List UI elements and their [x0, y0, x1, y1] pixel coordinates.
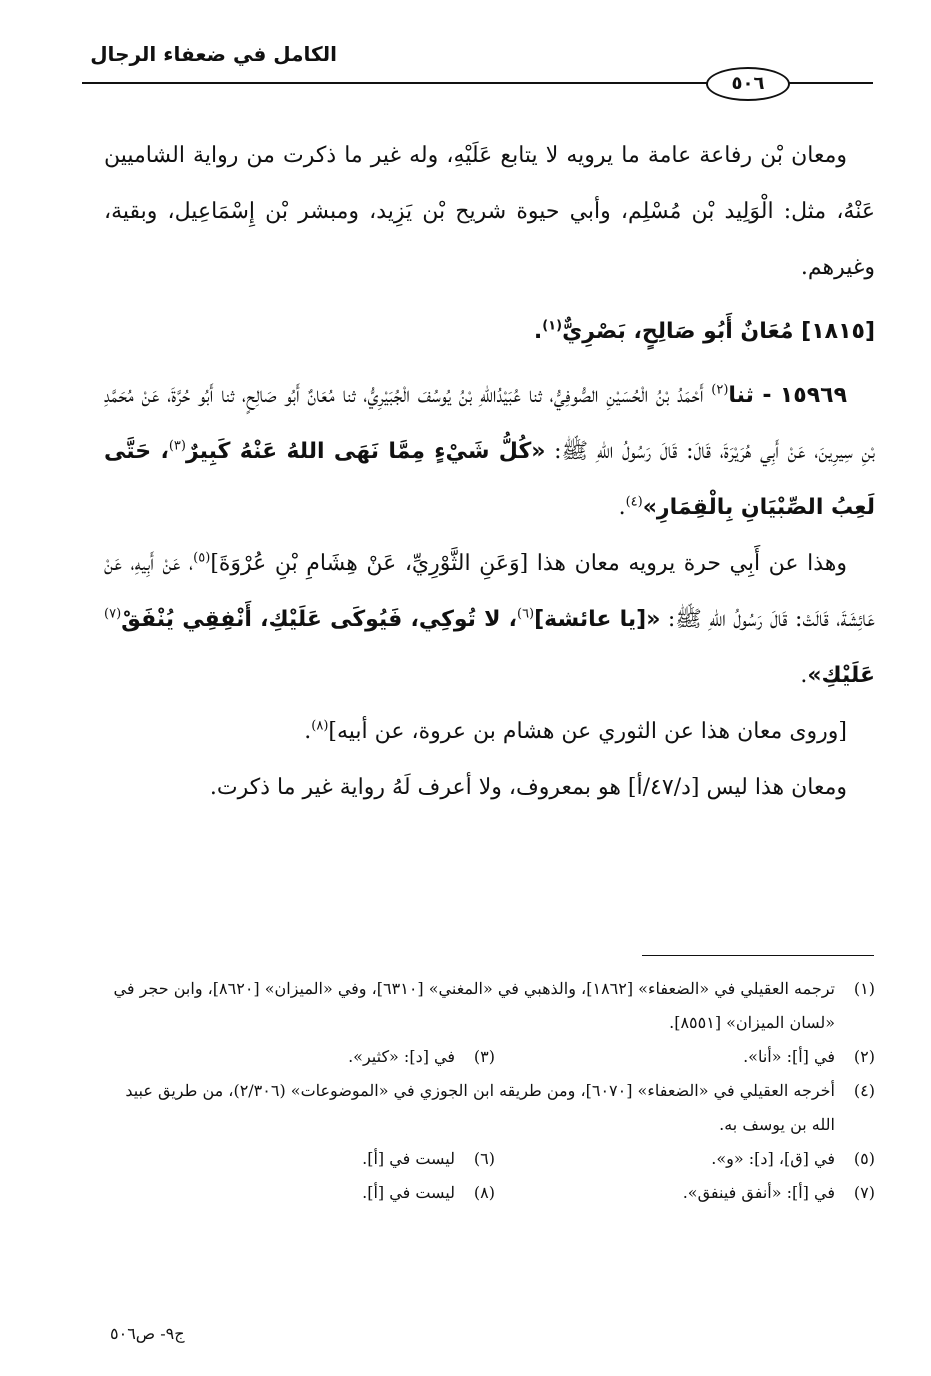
footnote-ref-3: (٣): [168, 438, 186, 454]
hadith-matn-cont: ، حَتَّى لَعِبُ الصِّبْيَانِ بِالْقِمَارِ»: [104, 439, 875, 520]
footnote-text: في [د]: «كثير».: [348, 1047, 455, 1066]
footnote-number: (٤): [853, 1081, 875, 1100]
page-number-badge: ٥٠٦: [706, 67, 790, 101]
footnote-text: في [أ]: «أنفق فينفق».: [682, 1183, 835, 1202]
footnote-pair-5-6: [104, 1142, 875, 1176]
footnote-text: في [أ]: «أنا».: [743, 1047, 835, 1066]
footnote-pair-7-8: [104, 1176, 875, 1210]
entry-heading-text: [١٨١٥] مُعَانٌ أَبُو صَالِحٍ، بَصْرِيٌّ: [562, 319, 875, 344]
footnote-rule: [642, 955, 874, 956]
footnote-text: أخرجه العقيلي في «الضعفاء» [٦٠٧٠]، ومن طريقه ابن الجوزي في «الموضوعات» (٢/٣٠٦)، من طريق عبيد الله بن يوسف به.: [125, 1081, 835, 1134]
entry-heading-end: .: [533, 319, 543, 344]
footnote-text: ليست في [أ].: [362, 1183, 455, 1202]
footnote-number: (٦): [473, 1149, 495, 1168]
footnote-ref-8: (٨): [311, 718, 329, 734]
paragraph-aisha: [104, 536, 875, 704]
footnote-5: [495, 1142, 875, 1176]
footnote-pair-2-3: [104, 1040, 875, 1074]
paragraph-thawri-end: .: [304, 719, 312, 744]
main-text: [104, 128, 875, 816]
aisha-end: .: [800, 663, 808, 688]
footnote-text: ترجمه العقيلي في «الضعفاء» [١٨٦٢]، والذهبي في «المغني» [٦٣١٠]، وفي «الميزان» [٨٦٢٠]، وابن حجر في «لسان الميزان» [٨٥٥١].: [113, 979, 835, 1032]
entry-heading: [104, 304, 875, 360]
volume-page-reference: ج٩- ص٥٠٦: [110, 1324, 185, 1343]
footnote-7: [495, 1176, 875, 1210]
paragraph-intro: ومعان بْن رفاعة عامة ما يرويه لا يتابع عَلَيْهِ، وله غير ما ذكرت من رواية الشاميين عَنْهُ، مثل: الْوَلِيد بْن مُسْلِم، وأبي حيوة شريح بْن يَزِيد، ومبشر بْن إِسْمَاعِيل، وبقية، وغيرهم.: [104, 143, 875, 280]
footnote-6: [115, 1142, 495, 1176]
footnote-ref-7: (٧): [104, 606, 122, 622]
footnote-number: (٨): [473, 1183, 495, 1202]
footnote-number: (٢): [853, 1047, 875, 1066]
paragraph-thawri: [104, 704, 875, 760]
footnote-ref-4: (٤): [625, 494, 643, 510]
footnotes: [104, 972, 875, 1210]
footnote-number: (٥): [853, 1149, 875, 1168]
footnote-text: ليست في [أ].: [362, 1149, 455, 1168]
footnote-8: [115, 1176, 495, 1210]
hadith-matn: «كُلُّ شَيْءٍ مِمَّا نَهَى اللهُ عَنْهُ كَبِيرٌ: [185, 439, 546, 464]
footnote-number: (٣): [473, 1047, 495, 1066]
footnote-2: [495, 1040, 875, 1074]
hadith-paragraph: [104, 368, 875, 536]
footnote-ref-1: (١): [542, 318, 563, 334]
footnote-ref-6: (٦): [516, 606, 535, 622]
footnote-3: [115, 1040, 495, 1074]
footnote-ref-2: (٢): [711, 382, 729, 398]
aisha-matn-1: «[يا عائشة]: [534, 607, 661, 632]
hadith-isnad: أَحْمَدُ بْنُ الْحُسَيْنِ الصُّوفِيُّ، ثنا عُبَيْدُاللهِ بْنُ يُوسُفَ الْجُبَيْرِيُّ، ثنا مُعَانٌ أَبُو صَالِحٍ، ثنا أَبُو حُرَّةَ، عَنْ مُحَمَّدِ بْنِ سِيرِينَ، عَنْ أَبِي هُرَيْرَةَ، قَالَ: قَالَ رَسُولُ اللهِ ﷺ:: [104, 383, 875, 464]
paragraph-aisha-text: وهذا عن أَبِي حرة يرويه معان هذا [وَعَنِ الثَّوْرِيِّ، عَنْ هِشَامِ بْنِ عُرْوَةَ]: [210, 551, 847, 576]
footnote-text: في [ق]، [د]: «و».: [711, 1149, 835, 1168]
aisha-matn-2: ، لا تُوكِي، فَيُوكَى عَلَيْكِ، أَنْفِقِي يُنْفَقْ: [121, 607, 517, 632]
paragraph-aisha-isnad: ، عَنْ أَبِيهِ، عَنْ عَائِشَةَ، قَالَتْ: قَالَ رَسُولُ اللهِ ﷺ:: [104, 551, 875, 632]
footnote-1: [104, 972, 875, 1040]
footnote-number: (٧): [853, 1183, 875, 1202]
footnote-number: (١): [853, 979, 875, 998]
paragraph-thawri-text: [وروى معان هذا عن الثوري عن هشام بن عروة، عن أبيه]: [328, 719, 847, 744]
running-header-title: الكامل في ضعفاء الرجال: [90, 42, 337, 66]
paragraph-closing: ومعان هذا ليس [د/٤٧/أ] هو بمعروف، ولا أعرف لَهُ رواية غير ما ذكرت.: [209, 775, 847, 800]
aisha-matn-3: عَلَيْكِ»: [807, 663, 875, 688]
footnote-ref-5: (٥): [193, 550, 211, 566]
hadith-end: .: [618, 495, 626, 520]
footnote-4: [104, 1074, 875, 1142]
hadith-number: ١٥٩٦٩ - ثنا: [728, 383, 847, 408]
